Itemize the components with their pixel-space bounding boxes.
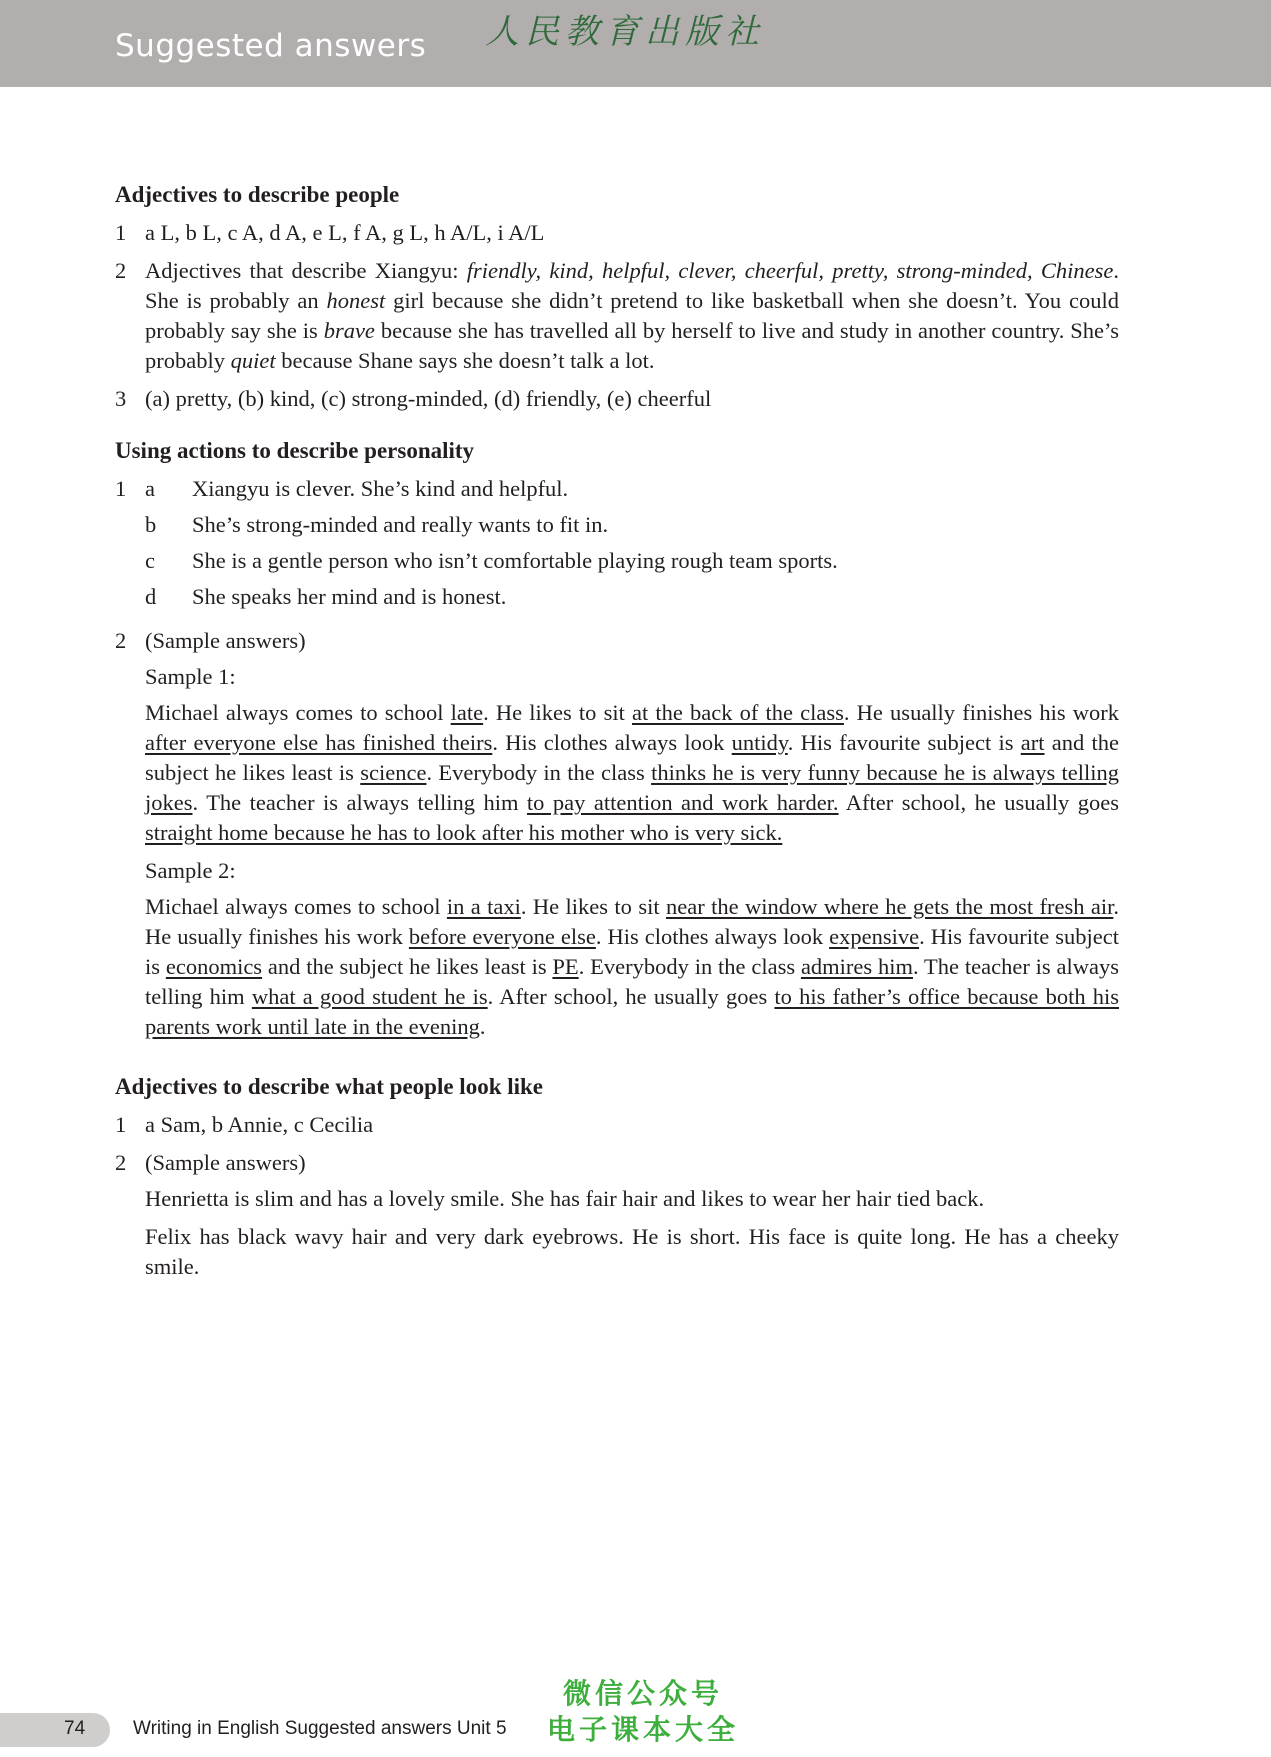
text-run: After school, he usually goes — [838, 790, 1119, 815]
answer-item-2 — [115, 1148, 1119, 1290]
underlined-phrase: expensive — [829, 924, 920, 949]
sub-answer — [145, 474, 1119, 504]
page-title: Suggested answers — [115, 28, 427, 64]
section-heading: Adjectives to describe people — [115, 182, 400, 207]
sample-intro: (Sample answers) — [145, 1150, 306, 1175]
section-describe-looks — [115, 1072, 1119, 1290]
text-run: . His favourite subject is — [145, 924, 1119, 979]
underlined-phrase: at the back of the class — [632, 700, 844, 725]
text-run: and the subject he likes least is — [145, 730, 1119, 785]
italic-term: honest — [326, 288, 386, 313]
underlined-phrase: late — [450, 700, 484, 725]
sample-2-label: Sample 2: — [145, 858, 236, 883]
underlined-phrase: to pay attention and work harder. — [526, 790, 839, 815]
text-run: . His clothes always look — [595, 924, 830, 949]
underlined-phrase: near the window where he gets the most fresh air — [665, 894, 1114, 919]
underlined-phrase: science — [360, 760, 427, 785]
item-number: 1 — [115, 1112, 127, 1137]
section-heading: Adjectives to describe what people look like — [115, 1074, 544, 1099]
page-number-tab — [0, 1713, 110, 1747]
item-number: 2 — [115, 628, 127, 653]
sub-answer-text: She speaks her mind and is honest. — [192, 584, 507, 609]
text-run: . — [479, 1014, 486, 1039]
answer-item-1 — [115, 474, 1119, 618]
sample-answers — [145, 1148, 1119, 1290]
underlined-phrase: what a good student he is — [251, 984, 488, 1009]
footer-text: Writing in English Suggested answers Unit 5 — [133, 1718, 507, 1739]
underlined-phrase: PE — [552, 954, 579, 979]
text-run: Michael always comes to school — [145, 700, 451, 725]
underlined-phrase: thinks he is very funny because he is always telling jokes — [145, 760, 1120, 815]
section-adjectives-describe-people — [115, 180, 1119, 414]
item-number: 3 — [115, 386, 127, 411]
answer-item-1 — [115, 218, 1119, 248]
watermark-line-2: 电子课本大全 — [546, 1713, 739, 1746]
text-run: . His clothes always look — [492, 730, 732, 755]
italic-term: friendly, kind, helpful, clever, cheerful, pretty, strong-minded, Chinese — [466, 258, 1114, 283]
sub-answer-text: Xiangyu is clever. She’s kind and helpful. — [192, 476, 569, 501]
section-actions-personality — [115, 436, 1119, 1050]
sub-answer-text: She is a gentle person who isn’t comfortable playing rough team sports. — [192, 548, 838, 573]
text-run: because she has travelled all by herself to live and study in another country. She’s probably — [145, 318, 1120, 373]
text-run: girl because she didn’t pretend to like basketball when she doesn’t. You could probably say she is — [145, 288, 1119, 343]
underlined-phrase: admires him — [800, 954, 913, 979]
text-run: because Shane says she doesn’t talk a lot. — [275, 348, 655, 373]
underlined-phrase: economics — [165, 954, 263, 979]
underlined-phrase: untidy — [731, 730, 788, 755]
sample-2-paragraph — [145, 892, 1119, 1042]
sample-paragraph-henrietta: Henrietta is slim and has a lovely smile. She has fair hair and likes to wear her hair tied back. — [145, 1186, 985, 1211]
sub-answer — [145, 546, 1119, 576]
underlined-phrase: to his father’s office because both his parents work until late in the evening — [145, 984, 1120, 1039]
text-run: . The teacher is always telling him — [192, 790, 527, 815]
answer-text: (a) pretty, (b) kind, (c) strong-minded, (d) friendly, (e) cheerful — [145, 386, 712, 411]
sample-1-label: Sample 1: — [145, 664, 236, 689]
underlined-phrase: after everyone else has finished theirs — [145, 730, 493, 755]
answer-item-3 — [115, 384, 1119, 414]
sub-letter: d — [145, 584, 157, 609]
sample-answers — [145, 626, 1119, 1050]
text-run: . He likes to sit — [520, 894, 666, 919]
item-number: 2 — [115, 1150, 127, 1175]
sample-1-paragraph — [145, 698, 1119, 848]
text-run: . He usually finishes his work — [843, 700, 1119, 725]
answer-text: a L, b L, c A, d A, e L, f A, g L, h A/L, i A/L — [145, 220, 545, 245]
text-run: Adjectives that describe Xiangyu: — [145, 258, 467, 283]
text-run: . The teacher is always telling him — [145, 954, 1119, 1009]
item-number: 1 — [115, 476, 127, 501]
item-number: 2 — [115, 258, 127, 283]
text-run: and the subject he likes least is — [262, 954, 553, 979]
text-run: Michael always comes to school — [145, 894, 447, 919]
sample-intro: (Sample answers) — [145, 628, 306, 653]
italic-term: brave — [323, 318, 375, 343]
text-run: . His favourite subject is — [787, 730, 1021, 755]
sub-answer-list — [145, 474, 1119, 618]
answer-text: a Sam, b Annie, c Cecilia — [145, 1112, 374, 1137]
answer-item-1 — [115, 1110, 1119, 1140]
sub-letter: b — [145, 512, 157, 537]
sample-paragraph-felix: Felix has black wavy hair and very dark eyebrows. He is short. His face is quite long. He has a cheeky smile. — [145, 1224, 1119, 1279]
item-number: 1 — [115, 220, 127, 245]
text-run: . He usually finishes his work — [145, 894, 1119, 949]
watermark-line-1: 微信公众号 — [562, 1677, 723, 1710]
text-run: . After school, he usually goes — [487, 984, 775, 1009]
answer-item-2 — [115, 256, 1119, 376]
sub-letter: a — [145, 476, 155, 501]
sub-answer-text: She’s strong-minded and really wants to fit in. — [192, 512, 609, 537]
underlined-phrase: before everyone else — [408, 924, 596, 949]
italic-term: quiet — [230, 348, 276, 373]
underlined-phrase: art — [1020, 730, 1045, 755]
sub-answer — [145, 582, 1119, 612]
section-heading: Using actions to describe personality — [115, 438, 475, 463]
underlined-phrase: straight home because he has to look after his mother who is very sick. — [145, 820, 783, 845]
page-number: 74 — [64, 1718, 86, 1739]
text-run: . She is probably an — [145, 258, 1120, 313]
sub-answer — [145, 510, 1119, 540]
answer-text — [145, 256, 1119, 376]
text-run: . Everybody in the class — [426, 760, 652, 785]
text-run: . Everybody in the class — [578, 954, 801, 979]
text-run: . He likes to sit — [483, 700, 632, 725]
sub-letter: c — [145, 548, 155, 573]
underlined-phrase: in a taxi — [446, 894, 521, 919]
publisher-logo: 人民教育出版社 — [485, 12, 765, 52]
answer-item-2 — [115, 626, 1119, 1050]
watermark — [528, 1676, 758, 1748]
answer-content — [115, 180, 1119, 1298]
